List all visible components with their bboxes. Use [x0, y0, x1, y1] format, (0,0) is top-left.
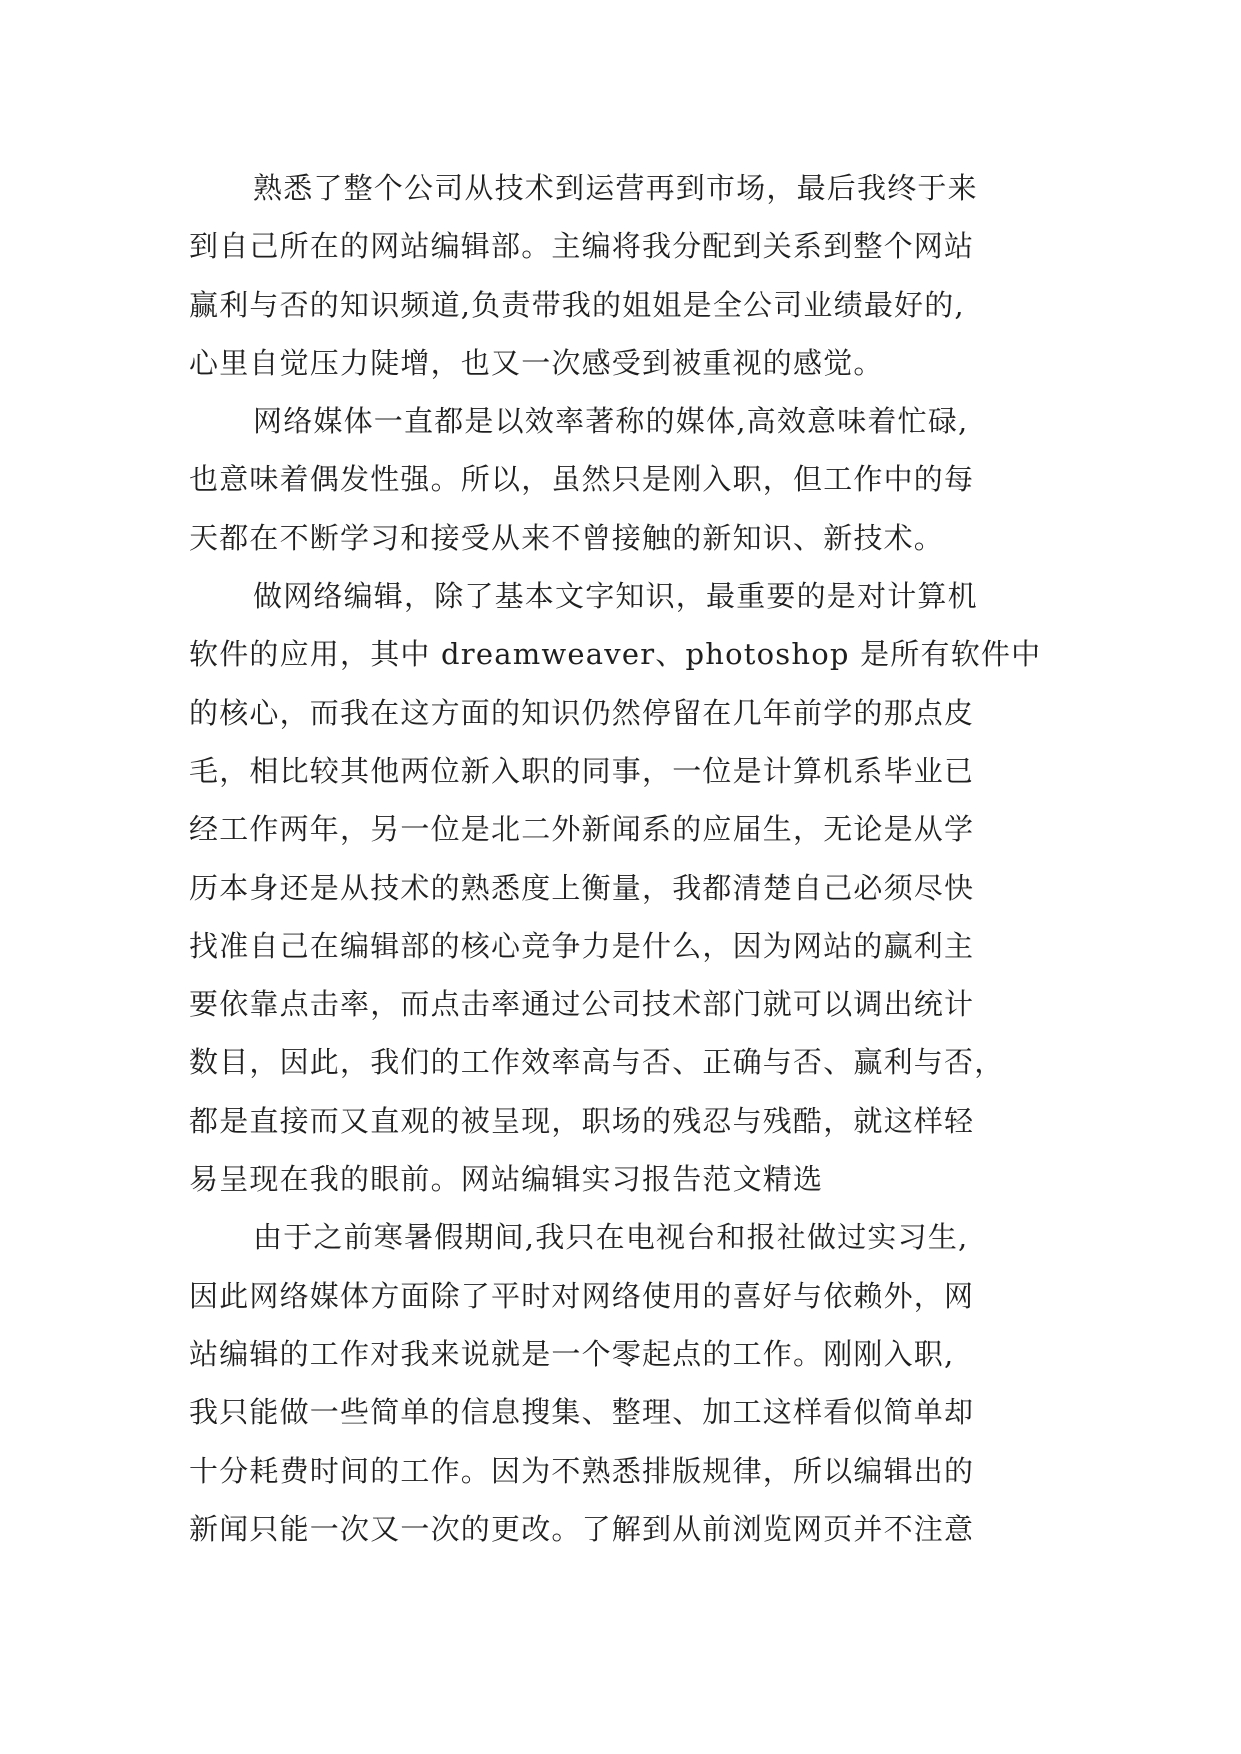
paragraph-line: 我只能做一些简单的信息搜集、整理、加工这样看似简单却: [189, 1395, 975, 1430]
paragraph-line: 软件的应用，其中 dreamweaver、photoshop 是所有软件中: [189, 637, 1042, 672]
paragraph-line: 的核心，而我在这方面的知识仍然停留在几年前学的那点皮: [189, 695, 975, 730]
paragraph-line: 历本身还是从技术的熟悉度上衡量，我都清楚自己必须尽快: [189, 870, 975, 905]
paragraph-line: 网络媒体一直都是以效率著称的媒体,高效意味着忙碌,: [253, 404, 969, 439]
paragraph-line: 易呈现在我的眼前。网站编辑实习报告范文精选: [189, 1162, 824, 1197]
paragraph-line: 数目，因此，我们的工作效率高与否、正确与否、赢利与否，: [189, 1045, 1005, 1080]
paragraph-line: 因此网络媒体方面除了平时对网络使用的喜好与依赖外，网: [189, 1278, 975, 1313]
paragraph-line: 十分耗费时间的工作。因为不熟悉排版规律，所以编辑出的: [189, 1453, 975, 1488]
paragraph-line: 也意味着偶发性强。所以，虽然只是刚入职，但工作中的每: [189, 462, 975, 497]
paragraph-line: 毛，相比较其他两位新入职的同事，一位是计算机系毕业已: [189, 753, 975, 788]
paragraph-line: 熟悉了整个公司从技术到运营再到市场，最后我终于来: [253, 171, 978, 205]
paragraph-line: 由于之前寒暑假期间,我只在电视台和报社做过实习生,: [253, 1220, 969, 1255]
paragraph-line: 心里自觉压力陡增，也又一次感受到被重视的感觉。: [189, 345, 884, 380]
paragraph-line: 经工作两年，另一位是北二外新闻系的应届生，无论是从学: [189, 812, 975, 847]
paragraph-line: 到自己所在的网站编辑部。主编将我分配到关系到整个网站: [189, 229, 975, 264]
paragraph-line: 做网络编辑，除了基本文字知识，最重要的是对计算机: [253, 579, 978, 614]
paragraph-line: 找准自己在编辑部的核心竞争力是什么，因为网站的赢利主: [189, 928, 975, 963]
paragraph-line: 赢利与否的知识频道,负责带我的姐姐是全公司业绩最好的,: [189, 287, 965, 322]
paragraph-line: 新闻只能一次又一次的更改。了解到从前浏览网页并不注意: [189, 1511, 975, 1546]
paragraph-line: 要依靠点击率，而点击率通过公司技术部门就可以调出统计: [189, 987, 975, 1022]
paragraph-line: 都是直接而又直观的被呈现，职场的残忍与残酷，就这样轻: [189, 1103, 975, 1138]
paragraph-line: 天都在不断学习和接受从来不曾接触的新知识、新技术。: [189, 520, 945, 555]
paragraph-line: 站编辑的工作对我来说就是一个零起点的工作。刚刚入职,: [189, 1336, 955, 1371]
body-text: [189, 159, 1089, 1558]
